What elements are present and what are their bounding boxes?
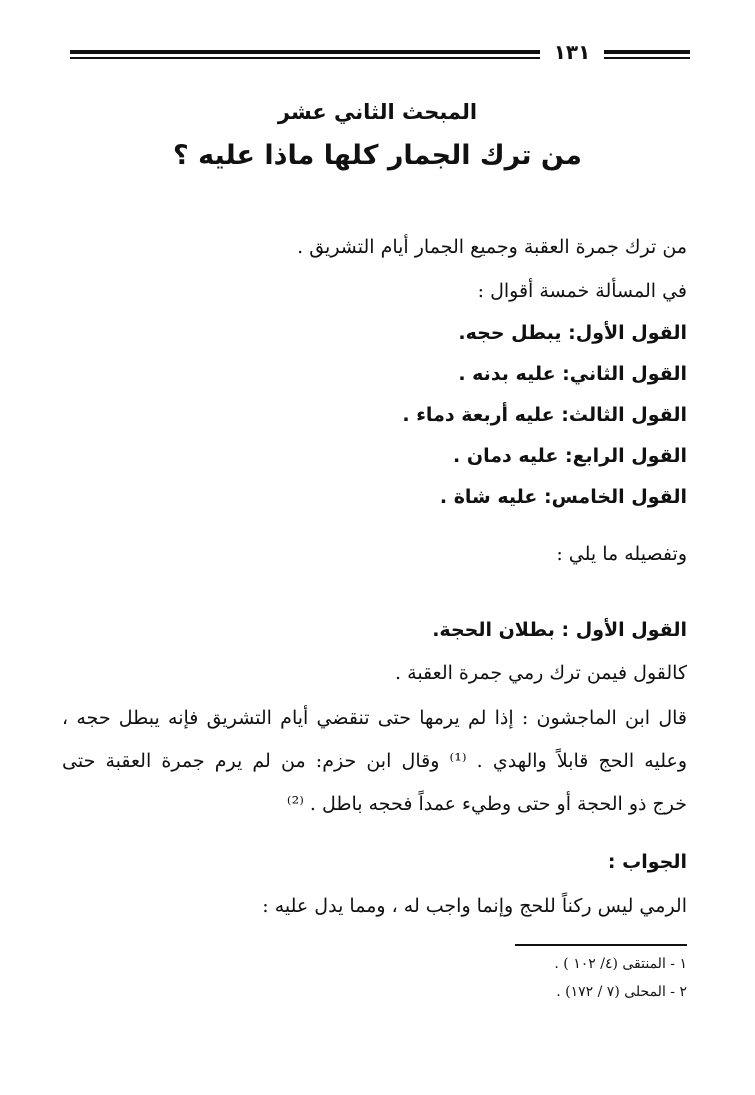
opinions-count: في المسألة خمسة أقوال : [477, 280, 687, 302]
page-header [70, 40, 690, 74]
opinion-4: القول الرابع: عليه دمان . [453, 445, 687, 467]
header-rule-left [70, 50, 540, 59]
question-title: من ترك الجمار كلها ماذا عليه ؟ [173, 140, 582, 171]
opinion-1: القول الأول: يبطل حجه. [458, 322, 687, 344]
paragraph-line-3: وعليه الحج قابلاً والهدي . ⁽¹⁾ وقال ابن حزم: من لم يرم جمرة العقبة حتى [62, 750, 687, 772]
footnote-2: ٢ - المحلى (٧ / ١٧٢) . [556, 984, 687, 1000]
page-number: ١٣١ [553, 40, 591, 64]
first-opinion-heading: القول الأول : بطلان الحجة. [432, 619, 687, 641]
footnote-separator [515, 944, 687, 946]
paragraph-line-4: خرج ذو الحجة أو حتى وطيء عمداً فحجه باطل . ⁽²⁾ [286, 793, 687, 815]
details-intro: وتفصيله ما يلي : [556, 543, 687, 565]
paragraph-line-2: قال ابن الماجشون : إذا لم يرمها حتى تنقضي أيام التشريق فإنه يبطل حجه ، [62, 707, 687, 729]
footnote-1: ١ - المنتقى (٤/ ١٠٢ ) . [554, 956, 687, 972]
opinion-3: القول الثالث: عليه أربعة دماء . [402, 404, 687, 426]
section-title: المبحث الثاني عشر [277, 100, 478, 124]
opinion-5: القول الخامس: عليه شاة . [439, 486, 687, 508]
intro-line: من ترك جمرة العقبة وجميع الجمار أيام التشريق . [297, 236, 687, 258]
opinion-2: القول الثاني: عليه بدنه . [458, 363, 687, 385]
header-rule-right [604, 50, 690, 59]
answer-text: الرمي ليس ركناً للحج وإنما واجب له ، ومما يدل عليه : [262, 895, 687, 917]
paragraph-line-1: كالقول فيمن ترك رمي جمرة العقبة . [395, 662, 687, 684]
answer-heading: الجواب : [607, 851, 687, 873]
